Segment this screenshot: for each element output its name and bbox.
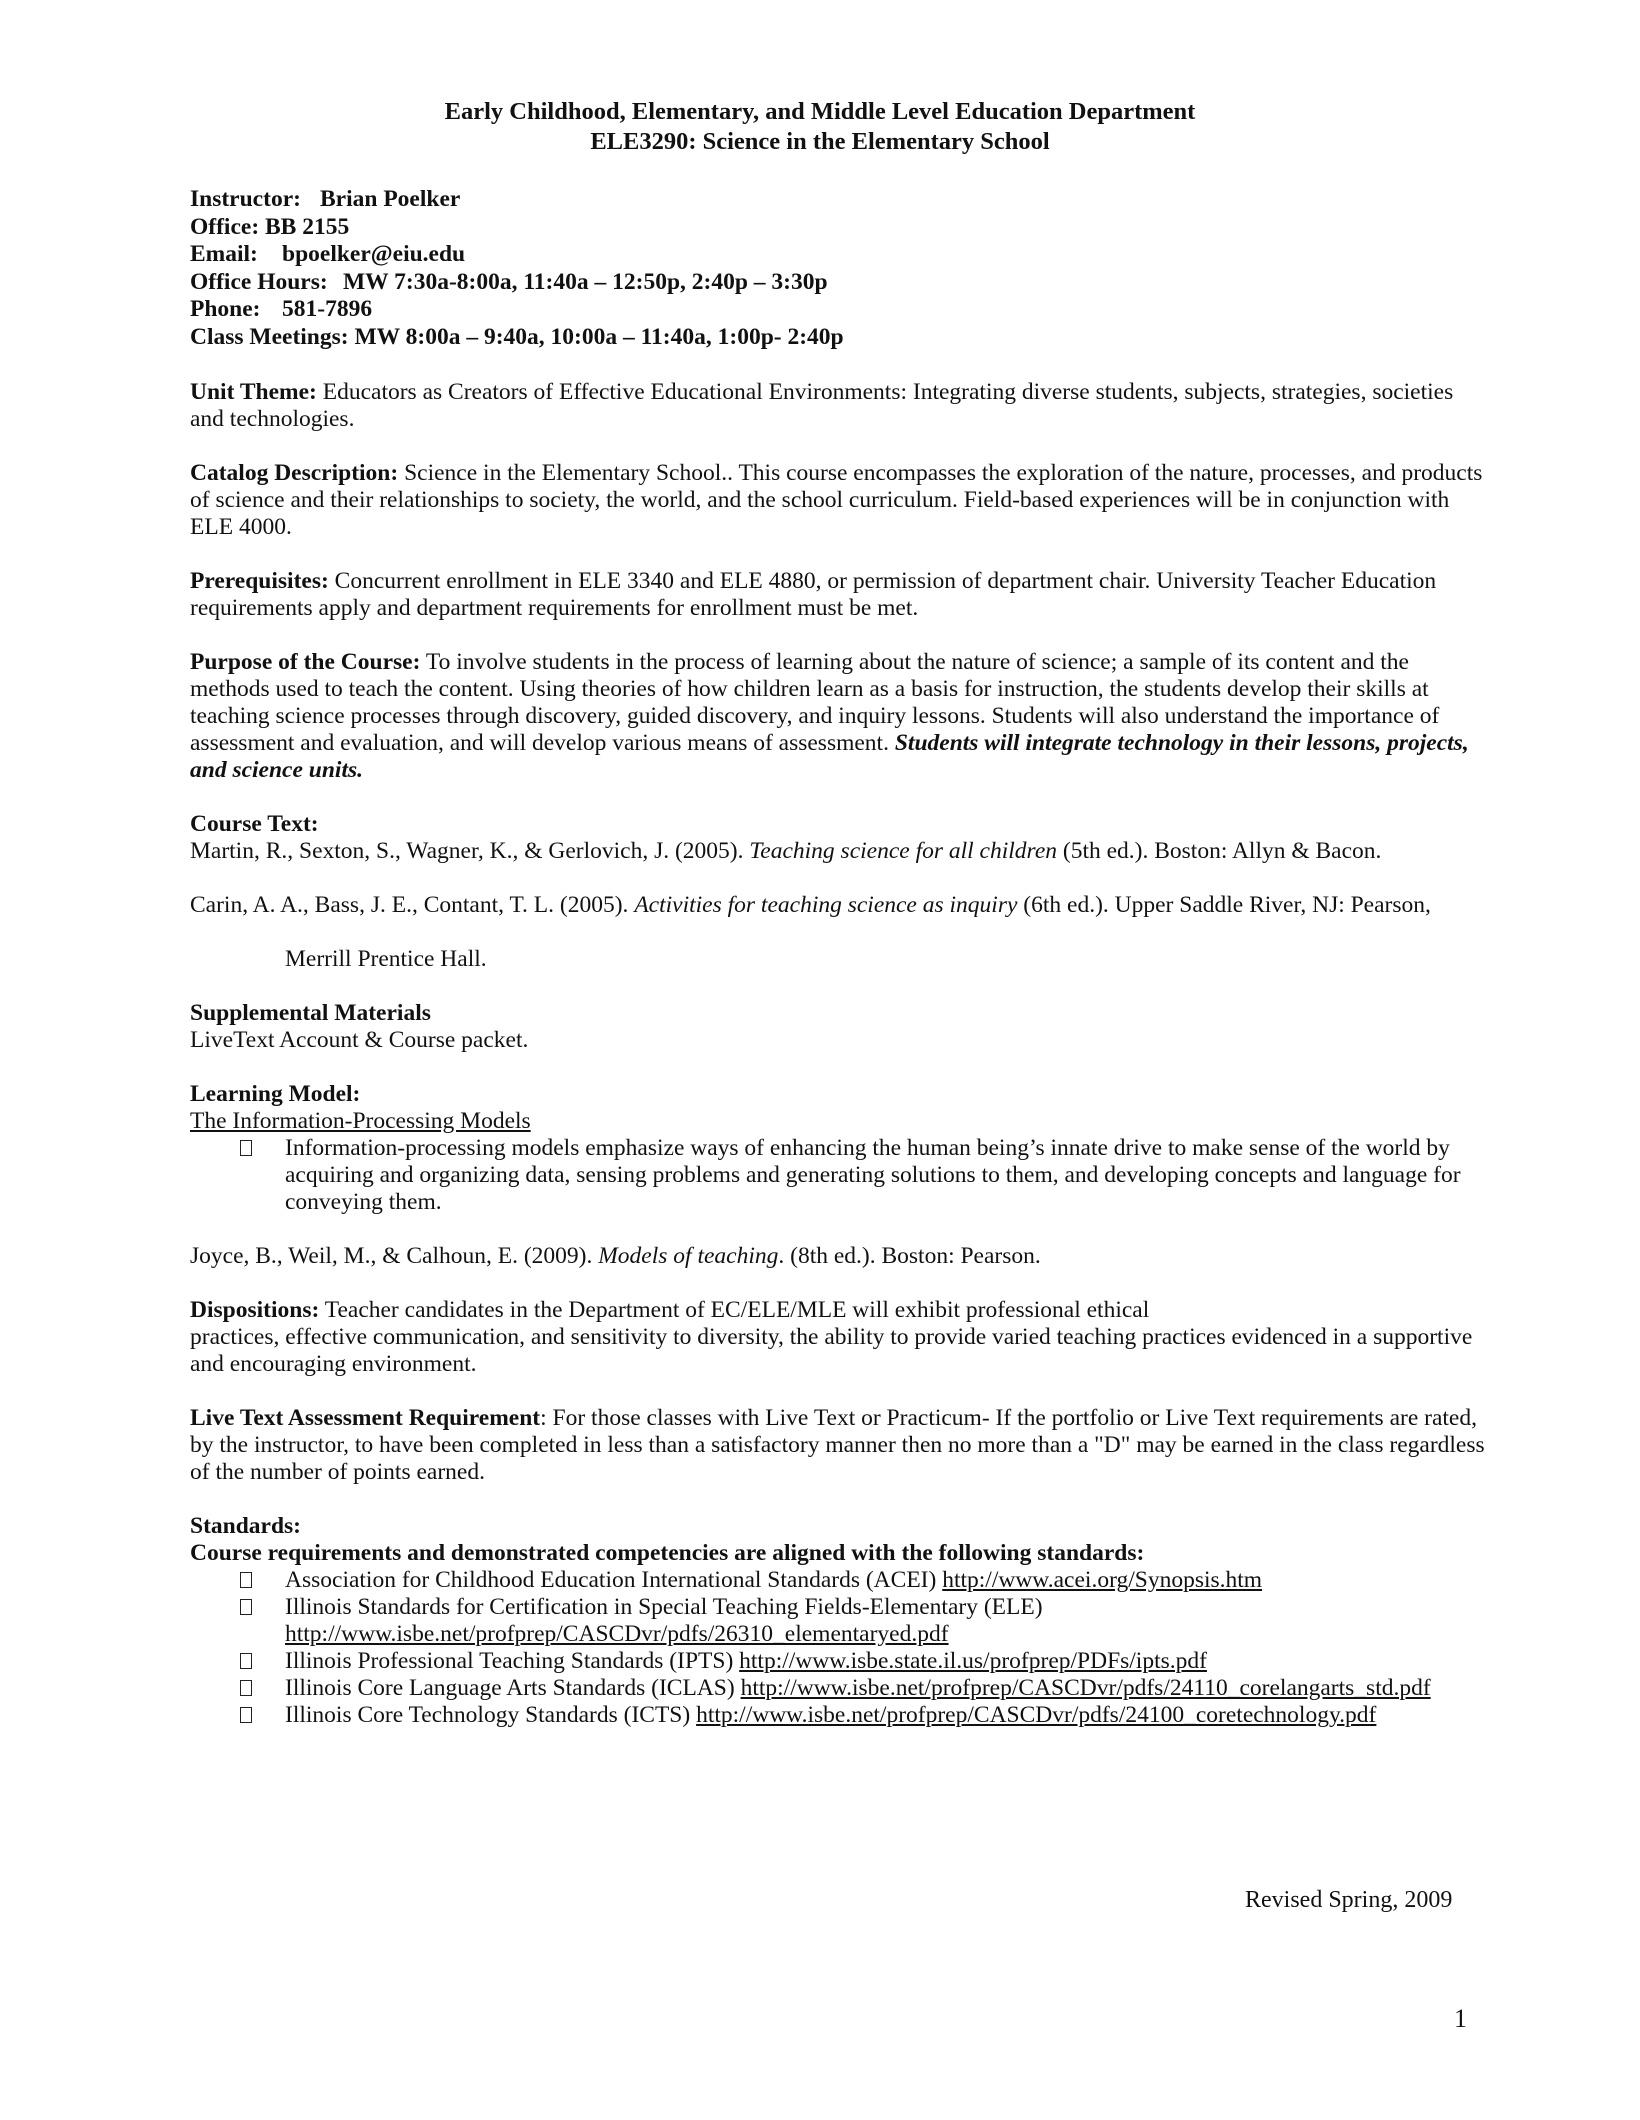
instructor-name: Brian Poelker (320, 186, 461, 212)
learning-model-section (190, 1081, 1490, 1270)
standard-iclas-link[interactable]: http://www.isbe.net/profprep/CASCDvr/pdfs/24110_corelangarts_std.pdf (740, 1674, 1431, 1701)
ref2-continuation: Merrill Prentice Hall. (285, 945, 487, 972)
instructor-label: Instructor: (190, 186, 301, 212)
email-value: bpoelker@eiu.edu (282, 241, 466, 268)
bullet-box-icon (240, 1707, 252, 1723)
document-title (0, 97, 1640, 157)
bullet-box-icon (240, 1680, 252, 1696)
standard-ele-link[interactable]: http://www.isbe.net/profprep/CASCDvr/pdfs/26310_elementaryed.pdf (285, 1620, 949, 1647)
ref1-title: Teaching science for all children (749, 837, 1057, 864)
standards-section (190, 1513, 1490, 1729)
supplemental-label: Supplemental Materials (190, 999, 431, 1026)
list-item (190, 1135, 1490, 1216)
email-line (190, 241, 1490, 269)
learning-model-reference (190, 1243, 1490, 1270)
standard-item-iclas (190, 1675, 1490, 1702)
joyce-authors: Joyce, B., Weil, M., & Calhoun, E. (2009). (190, 1242, 599, 1269)
ref1-publisher: (5th ed.). Boston: Allyn & Bacon. (1057, 837, 1382, 864)
revised-date: Revised Spring, 2009 (1245, 1887, 1453, 1913)
ref2-authors: Carin, A. A., Bass, J. E., Contant, T. L. (2005). (190, 891, 635, 918)
catalog-description-section (190, 460, 1490, 541)
course-text-section (190, 811, 1490, 973)
purpose-section (190, 649, 1490, 784)
prerequisites-text: Concurrent enrollment in ELE 3340 and ELE 4880, or permission of department chair. University Teacher Education requirements apply and department requirements for enrollment must be met. (190, 567, 1437, 621)
course-text-reference-1 (190, 838, 1490, 865)
ref1-authors: Martin, R., Sexton, S., Wagner, K., & Gerlovich, J. (2005). (190, 837, 750, 864)
dispositions-line1: Teacher candidates in the Department of EC/ELE/MLE will exhibit professional ethical (319, 1296, 1150, 1323)
learning-model-list (190, 1135, 1490, 1216)
learning-model-bullet-text: Information-processing models emphasize ways of enhancing the human being’s innate drive to make sense of the world by acquiring and organizing data, sensing problems and generating solutions to them, and developing concepts and language for conveying them. (285, 1134, 1461, 1215)
class-meetings-value: : MW 8:00a – 9:40a, 10:00a – 11:40a, 1:00p- 2:40p (340, 323, 844, 350)
office-value: BB 2155 (265, 213, 350, 240)
page-number: 1 (1454, 2004, 1467, 2033)
catalog-label: Catalog Description: (190, 459, 399, 486)
office-line (190, 214, 1490, 242)
standard-item-acei (190, 1567, 1490, 1594)
learning-model-name: The Information-Processing Models (190, 1107, 531, 1134)
standard-iclas-text: Illinois Core Language Arts Standards (ICLAS) (285, 1674, 741, 1701)
standards-list (190, 1567, 1490, 1729)
dispositions-text: practices, effective communication, and sensitivity to diversity, the ability to provide varied teaching practices evidenced in a supportive and encouraging environment. (190, 1323, 1473, 1377)
standard-ipts-link[interactable]: http://www.isbe.state.il.us/profprep/PDFs/ipts.pdf (739, 1647, 1207, 1674)
instructor-line (190, 186, 1490, 214)
purpose-emphasis: Students will integrate technology in their lessons, projects, and science units. (190, 729, 1469, 783)
standard-icts-text: Illinois Core Technology Standards (ICTS) (285, 1701, 697, 1728)
joyce-publisher: . (8th ed.). Boston: Pearson. (778, 1242, 1041, 1269)
contact-info (190, 186, 1490, 352)
livetext-text: : For those classes with Live Text or Practicum- If the portfolio or Live Text requirements are rated, by the instructor, to have been completed in less than a satisfactory manner then no more than a "D" may be earned in the class regardless of the number of points earned. (190, 1404, 1485, 1485)
catalog-text: Science in the Elementary School.. This course encompasses the exploration of the nature, processes, and products of science and their relationships to society, the world, and the school curriculum. Field-based experiences will be in conjunction with ELE 4000. (190, 459, 1483, 540)
email-label: Email: (190, 241, 258, 268)
livetext-label: Live Text Assessment Requirement (190, 1404, 541, 1431)
class-meetings-line (190, 324, 1490, 352)
unit-theme-section (190, 379, 1490, 433)
joyce-title: Models of teaching (598, 1242, 779, 1269)
standard-item-ele (190, 1594, 1490, 1648)
supplemental-section (190, 1000, 1490, 1054)
unit-theme-label: Unit Theme: (190, 378, 317, 405)
bullet-box-icon (240, 1572, 252, 1588)
phone-value: 581-7896 (282, 296, 373, 323)
bullet-box-icon (240, 1653, 252, 1669)
prerequisites-label: Prerequisites: (190, 567, 329, 594)
department-title: Early Childhood, Elementary, and Middle Level Education Department (444, 98, 1196, 125)
standard-acei-text: Association for Childhood Education International Standards (ACEI) (285, 1566, 943, 1593)
standards-label: Standards: (190, 1512, 302, 1539)
purpose-text: To involve students in the process of learning about the nature of science; a sample of its content and the methods used to teach the content. Using theories of how children learn as a basis for instruction, the students develop their skills at teaching science processes through discovery, guided discovery, and inquiry lessons. Students will also understand the importance of assessment and evaluation, and will develop various means of assessment. (190, 648, 1440, 756)
purpose-label: Purpose of the Course: (190, 648, 421, 675)
course-title: ELE3290: Science in the Elementary School (590, 128, 1050, 155)
standard-item-icts (190, 1702, 1490, 1729)
dispositions-label: Dispositions: (190, 1296, 320, 1323)
standard-item-ipts (190, 1648, 1490, 1675)
office-hours-line (190, 269, 1490, 297)
ref2-publisher: (6th ed.). Upper Saddle River, NJ: Pearson, (1017, 891, 1431, 918)
course-text-reference-2 (190, 892, 1490, 919)
course-text-label: Course Text: (190, 810, 319, 837)
bullet-box-icon (240, 1599, 252, 1615)
livetext-section (190, 1405, 1490, 1486)
ref2-title: Activities for teaching science as inquiry (634, 891, 1018, 918)
supplemental-text: LiveText Account & Course packet. (190, 1026, 529, 1053)
syllabus-body (190, 186, 1490, 1729)
office-hours-value: MW 7:30a-8:00a, 11:40a – 12:50p, 2:40p – 3:30p (343, 268, 828, 295)
phone-line (190, 296, 1490, 324)
standard-acei-link[interactable]: http://www.acei.org/Synopsis.htm (942, 1566, 1263, 1593)
office-label: Office: (190, 213, 260, 240)
standard-icts-link[interactable]: http://www.isbe.net/profprep/CASCDvr/pdfs/24100_coretechnology.pdf (696, 1701, 1377, 1728)
dispositions-section (190, 1297, 1490, 1378)
learning-model-label: Learning Model: (190, 1080, 361, 1107)
standard-ipts-text: Illinois Professional Teaching Standards (IPTS) (285, 1647, 740, 1674)
unit-theme-text: Educators as Creators of Effective Educational Environments: Integrating diverse students, subjects, strategies, societies and technologies. (190, 378, 1454, 432)
prerequisites-section (190, 568, 1490, 622)
office-hours-label: Office Hours: (190, 268, 328, 295)
phone-label: Phone: (190, 296, 261, 323)
bullet-box-icon (240, 1140, 252, 1156)
standard-ele-text: Illinois Standards for Certification in Special Teaching Fields-Elementary (ELE) (285, 1593, 1043, 1620)
class-meetings-label: Class Meetings (190, 323, 341, 350)
standards-intro: Course requirements and demonstrated competencies are aligned with the following standards: (190, 1539, 1145, 1566)
